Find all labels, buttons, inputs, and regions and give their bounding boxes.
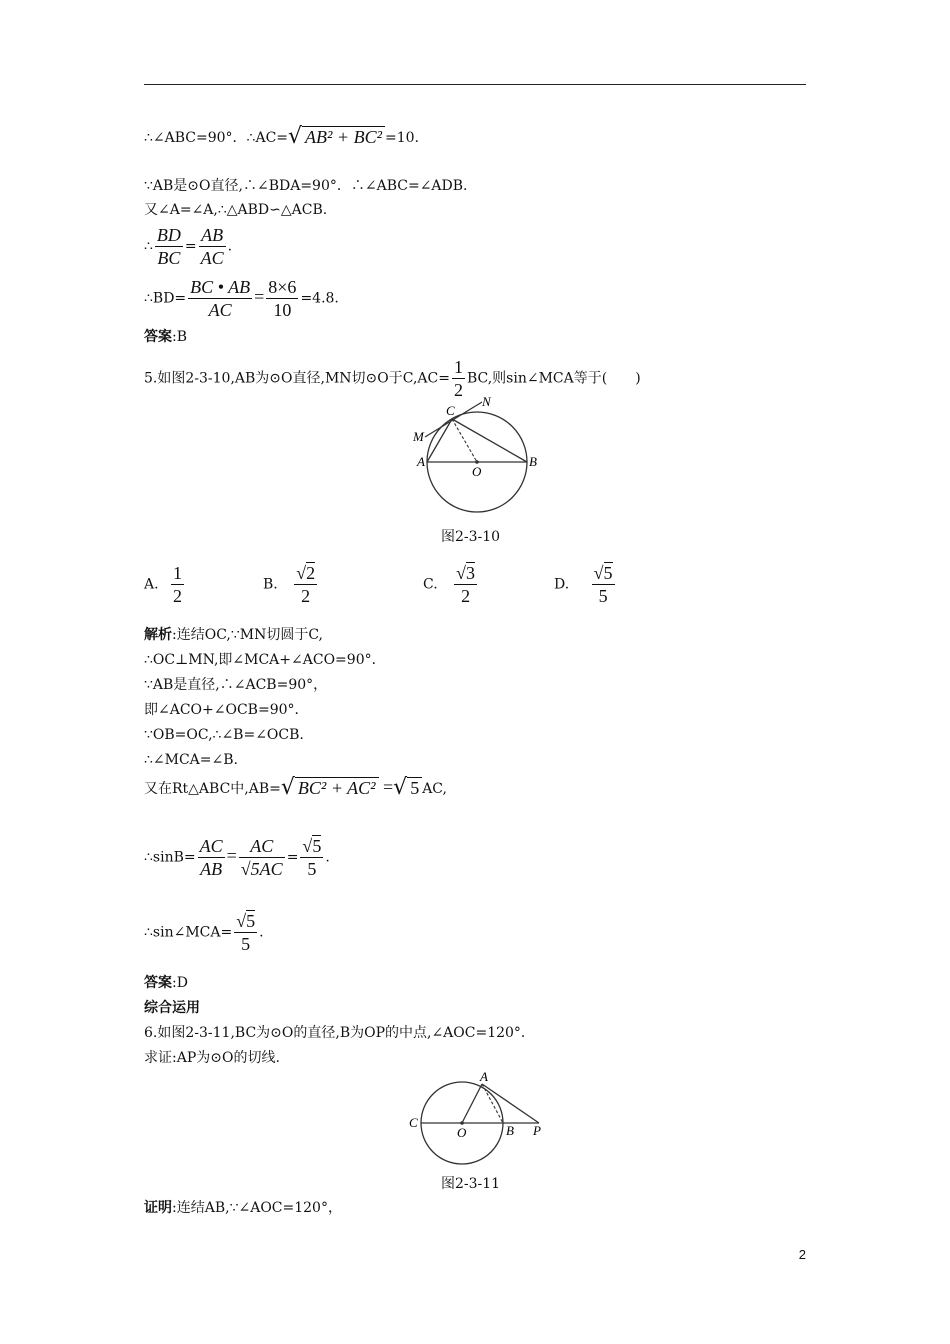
solution-line-5: ∵OB=OC,∴∠B=∠OCB. [144, 727, 304, 743]
fraction-bcab-ac [188, 276, 252, 321]
solution-line-7 [144, 775, 447, 800]
numerator: AB [201, 225, 224, 245]
solution-line-9 [144, 910, 264, 955]
label-o: O [457, 1125, 467, 1140]
solution-line-1 [144, 626, 323, 644]
radicand: 5 [246, 911, 256, 931]
solution-line-2: ∴OC⊥MN,即∠MCA+∠ACO=90°． [144, 652, 386, 668]
label-c: C [446, 403, 455, 418]
fraction-ac-ab [198, 835, 225, 880]
text: AC, [422, 781, 447, 797]
solution-line-8 [144, 835, 330, 880]
numerator: 1 [453, 357, 463, 377]
label-b: B [529, 454, 537, 469]
numerator: 1 [173, 563, 183, 583]
fraction-ac-root5ac [239, 835, 285, 880]
sqrt-5: √ 5 [393, 779, 422, 799]
radicand: 3 [466, 563, 476, 583]
solution-label: 解析 [144, 627, 172, 643]
sqrt-ab-bc: √ AB² + BC² [288, 128, 385, 148]
radicand: 2 [306, 563, 316, 583]
text: =10. [384, 130, 419, 146]
answer-value: :D [172, 975, 188, 991]
label-o: O [472, 464, 482, 479]
page-number: 2 [798, 1247, 806, 1262]
solution-line-3: ∵AB是直径,∴∠ACB=90°， [144, 677, 328, 693]
radicand: 5AC [250, 859, 283, 879]
question-5 [144, 356, 641, 401]
option-a [144, 562, 186, 607]
radicand: 5 [312, 836, 322, 856]
option-label: D. [554, 576, 570, 593]
figure-2-3-11 [400, 1068, 560, 1168]
text: 5.如图2-3-10,AB为⊙O直径,MN切⊙O于C,AC= [144, 370, 450, 387]
denominator: AB [198, 857, 225, 880]
line-ac-calc [144, 124, 419, 149]
equals: = [286, 849, 299, 866]
figure-caption-2-3-11: 图2-3-11 [441, 1176, 501, 1192]
fraction-option-a [171, 562, 184, 607]
answer-label: 答案 [144, 329, 172, 345]
section-heading: 综合运用 [144, 1000, 200, 1016]
radicand: 5 [603, 563, 613, 583]
label-p: P [533, 1123, 541, 1138]
fraction-ab-ac [199, 224, 226, 269]
label-a: A [480, 1069, 488, 1084]
figure-2-3-10 [400, 392, 560, 517]
text: 又在Rt△ABC中,AB= [144, 781, 281, 797]
denominator: 5 [592, 584, 615, 607]
figure-caption-2-3-10: 图2-3-10 [441, 529, 501, 545]
proof-label: 证明 [144, 1200, 172, 1216]
text: ∴sin∠MCA= [144, 924, 233, 941]
numerator: AC [250, 836, 274, 856]
equals: = [184, 238, 197, 255]
solution-line-6: ∴∠MCA=∠B. [144, 752, 238, 768]
equals: = [383, 777, 394, 797]
text: =4.8. [300, 290, 339, 307]
solution-line-4: 即∠ACO+∠OCB=90°． [144, 702, 309, 718]
denominator: BC [155, 246, 183, 269]
text: . [259, 924, 264, 941]
option-d [554, 562, 617, 607]
numerator: BC • AB [190, 277, 251, 297]
radicand: 5 [407, 777, 422, 798]
question-6-prove: 求证:AP为⊙O的切线. [144, 1050, 280, 1066]
fraction-bd-bc [155, 224, 183, 269]
answer-value: :B [172, 329, 188, 345]
proof-line-1 [144, 1199, 342, 1217]
line-bd-value [144, 276, 339, 321]
label-c: C [409, 1115, 418, 1130]
line-ratio [144, 224, 232, 269]
text: BC,则sin∠MCA等于( ) [466, 370, 641, 387]
text: ∴BD= [144, 290, 187, 307]
denominator: 2 [294, 584, 317, 607]
answer-4 [144, 328, 187, 346]
denominator: 2 [454, 584, 477, 607]
numerator: 8×6 [268, 277, 297, 297]
text: :连结OC,∵MN切圆于C, [172, 627, 324, 643]
line-similar: 又∠A=∠A,∴△ABD∽△ACB. [144, 202, 328, 218]
sqrt-bc-ac: √ BC² + AC² [281, 779, 379, 799]
answer-5 [144, 974, 188, 992]
denominator: AC [200, 248, 224, 268]
equals: = [254, 286, 265, 307]
fraction-root5-5: $\frac{√5}{5}$ [236, 911, 256, 954]
radicand: AB² + BC² [302, 126, 385, 147]
line-ab-diameter: ∵AB是⊙O直径,∴∠BDA=90°．∴∠ABC=∠ADB. [144, 178, 468, 194]
label-m: M [413, 429, 424, 444]
text: ∴ [144, 238, 153, 255]
option-label: B. [263, 576, 278, 593]
denominator: 5 [234, 932, 257, 955]
denominator: AC [188, 298, 252, 321]
label-n: N [482, 394, 491, 409]
header-rule [144, 84, 806, 85]
question-6: 6.如图2-3-11,BC为⊙O的直径,B为OP的中点,∠AOC=120°． [144, 1025, 535, 1041]
text: ∴∠ABC=90°．∴AC= [144, 130, 289, 146]
radicand: BC² + AC² [295, 777, 379, 798]
text: . [227, 238, 233, 255]
denominator: 10 [266, 298, 298, 321]
fraction-option-b: $\frac{√2}{2}$ [296, 563, 316, 606]
fraction-root5-5: $\frac{√5}{5}$ [302, 836, 322, 879]
label-b: B [506, 1123, 514, 1138]
text: . [325, 849, 330, 866]
fraction-option-c: $\frac{√3}{2}$ [456, 563, 476, 606]
label-a: A [417, 454, 425, 469]
option-label: A. [144, 576, 159, 593]
text: ∴sinB= [144, 849, 196, 866]
denominator: 2 [173, 586, 183, 606]
numerator: AC [199, 836, 223, 856]
option-label: C. [423, 576, 438, 593]
answer-label: 答案 [144, 975, 172, 991]
denominator: √5AC [240, 859, 283, 879]
text: :连结AB,∵∠AOC=120°， [172, 1200, 342, 1216]
fraction-option-d: $\frac{√5}{5}$ [593, 563, 613, 606]
fraction-48-10 [266, 276, 298, 321]
denominator: 5 [300, 857, 323, 880]
equals: = [226, 845, 237, 866]
option-c [423, 562, 479, 607]
numerator: BD [156, 225, 181, 245]
denominator: 2 [453, 380, 463, 400]
option-b [263, 562, 319, 607]
